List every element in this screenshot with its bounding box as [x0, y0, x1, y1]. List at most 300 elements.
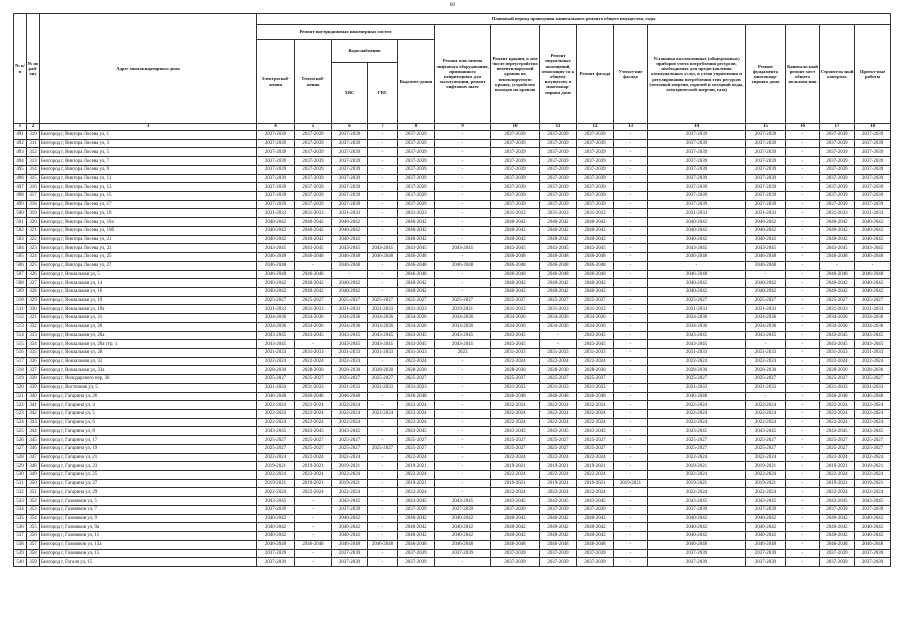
table-cell: - — [786, 157, 820, 166]
table-cell: 2037-2039 — [491, 192, 540, 201]
table-cell: - — [614, 462, 648, 471]
table-cell: 2037-2039 — [540, 165, 577, 174]
table-cell: 2046-2048 — [257, 392, 295, 401]
table-cell: 2031-2033 — [257, 348, 295, 357]
table-cell: 342 — [27, 410, 40, 419]
table-cell: 2037-2039 — [332, 200, 368, 209]
table-row — [14, 375, 891, 384]
table-cell: 2022-2024 — [332, 471, 368, 480]
table-cell: 2031-2033 — [257, 305, 295, 314]
table-cell: - — [614, 497, 648, 506]
table-cell: 2043-2045 — [746, 427, 786, 436]
table-cell: 2037-2039 — [648, 157, 746, 166]
table-cell: 2043-2045 — [257, 427, 295, 436]
table-cell: 2040-2042 — [491, 235, 540, 244]
table-cell: - — [786, 488, 820, 497]
table-cell: - — [435, 462, 491, 471]
table-cell: 2046-2048 — [332, 392, 368, 401]
table-cell: 496 — [14, 174, 27, 183]
table-cell: 2022-2024 — [820, 401, 855, 410]
table-row — [14, 488, 891, 497]
address-cell: Белгород г, Виктора Лосева ул, 19б — [40, 226, 257, 235]
table-cell: 2022-2024 — [855, 418, 891, 427]
address-cell: Белгород г, Вокзальная ул, 19 — [40, 296, 257, 305]
table-cell: 2046-2048 — [746, 253, 786, 262]
table-cell: - — [786, 174, 820, 183]
table-cell: 2046-2048 — [540, 261, 577, 270]
address-cell: Белгород г, Володарского пер, 30 — [40, 375, 257, 384]
table-cell: 2025-2027 — [257, 444, 295, 453]
table-cell: - — [786, 340, 820, 349]
table-cell: 357 — [27, 540, 40, 549]
table-cell: 2034-2036 — [648, 314, 746, 323]
table-cell: 2037-2039 — [577, 131, 614, 140]
address-cell: Белгород г, Газовиков ул, 9а — [40, 523, 257, 532]
table-cell: 2046-2048 — [540, 270, 577, 279]
table-cell: 2025-2027 — [820, 296, 855, 305]
table-cell: 2046-2048 — [257, 261, 295, 270]
table-cell: 2037-2039 — [540, 558, 577, 567]
table-cell: - — [435, 235, 491, 244]
table-cell: 2037-2039 — [820, 131, 855, 140]
table-cell: 2043-2045 — [491, 340, 540, 349]
table-cell: 2025-2027 — [648, 436, 746, 445]
table-cell: 2034-2036 — [855, 314, 891, 323]
table-cell: 2037-2039 — [820, 148, 855, 157]
table-cell: 531 — [14, 479, 27, 488]
header-district-num: № по рай-ону — [27, 14, 40, 124]
table-row — [14, 549, 891, 558]
table-cell: 327 — [27, 279, 40, 288]
table-cell: 2037-2039 — [398, 183, 435, 192]
table-cell: - — [368, 488, 398, 497]
table-cell: 2040-2042 — [820, 523, 855, 532]
address-cell: Белгород г, Газовиков ул, 5 — [40, 497, 257, 506]
table-cell: 2037-2039 — [332, 148, 368, 157]
table-cell: 2040-2042 — [332, 523, 368, 532]
table-row — [14, 183, 891, 192]
table-cell: 2023 — [435, 348, 491, 357]
table-cell: 2040-2042 — [332, 235, 368, 244]
table-cell: 2037-2039 — [855, 157, 891, 166]
table-row — [14, 174, 891, 183]
table-cell: - — [435, 209, 491, 218]
table-row — [14, 165, 891, 174]
table-cell: - — [435, 479, 491, 488]
table-cell: - — [786, 253, 820, 262]
table-cell: 2043-2045 — [295, 244, 332, 253]
table-row — [14, 131, 891, 140]
table-cell: 2031-2033 — [648, 383, 746, 392]
table-cell: 2031-2033 — [540, 383, 577, 392]
table-cell: 530 — [14, 471, 27, 480]
table-cell: 2040-2042 — [820, 279, 855, 288]
table-cell: 2031-2033 — [332, 209, 368, 218]
table-cell: 515 — [14, 340, 27, 349]
header-roof: Ремонт крыши, в том числе переустройство невентилируемой крыши на вентилируемую крышу, устройство выходов на кровлю — [491, 25, 540, 124]
table-cell: 2034-2036 — [820, 314, 855, 323]
table-cell: - — [614, 218, 648, 227]
table-cell: 2025-2027 — [540, 375, 577, 384]
table-cell: - — [295, 261, 332, 270]
table-cell: 2037-2039 — [746, 157, 786, 166]
table-cell: 495 — [14, 165, 27, 174]
table-cell: 2037-2039 — [577, 200, 614, 209]
column-number-row — [14, 124, 891, 131]
table-cell: 2037-2039 — [332, 131, 368, 140]
table-row — [14, 287, 891, 296]
table-cell: 2046-2048 — [368, 253, 398, 262]
table-cell: 2019-2021 — [398, 462, 435, 471]
table-cell: 2025-2027 — [855, 436, 891, 445]
table-cell: 2040-2042 — [295, 279, 332, 288]
table-cell: 2040-2042 — [332, 226, 368, 235]
table-cell: 322 — [27, 235, 40, 244]
table-cell: 2046-2048 — [746, 540, 786, 549]
table-cell: - — [435, 218, 491, 227]
table-cell: 2040-2042 — [855, 287, 891, 296]
table-cell: 2043-2045 — [398, 331, 435, 340]
table-cell: 2025-2027 — [332, 296, 368, 305]
table-cell: 2022-2024 — [746, 418, 786, 427]
table-cell: 2046-2048 — [491, 540, 540, 549]
table-cell: - — [368, 192, 398, 201]
table-cell: 2043-2045 — [855, 331, 891, 340]
table-cell: 2043-2045 — [257, 244, 295, 253]
table-cell: 2037-2039 — [435, 505, 491, 514]
table-row — [14, 410, 891, 419]
table-cell: 2040-2042 — [648, 279, 746, 288]
table-cell: - — [368, 471, 398, 480]
table-cell: 2046-2048 — [855, 253, 891, 262]
table-row — [14, 532, 891, 541]
table-cell: - — [786, 392, 820, 401]
table-cell: - — [614, 348, 648, 357]
table-cell: 497 — [14, 183, 27, 192]
table-cell: 2022-2024 — [820, 488, 855, 497]
table-cell: 2022-2024 — [332, 410, 368, 419]
address-cell: Белгород г, Гагарина ул, 21 — [40, 453, 257, 462]
table-cell: 2025-2027 — [398, 296, 435, 305]
table-cell: 2034-2036 — [332, 322, 368, 331]
table-cell: 2037-2039 — [257, 139, 295, 148]
table-cell: 2037-2039 — [491, 165, 540, 174]
table-cell: 2031-2033 — [398, 383, 435, 392]
header-facade-insulation: Утепле-ние фасада — [614, 25, 648, 124]
table-cell: - — [648, 261, 746, 270]
table-cell: - — [786, 453, 820, 462]
table-cell: 2022-2024 — [257, 471, 295, 480]
table-cell: - — [435, 366, 491, 375]
table-cell: - — [820, 261, 855, 270]
table-cell: 2046-2048 — [398, 261, 435, 270]
address-cell: Белгород г, Виктора Лосева ул, 3 — [40, 139, 257, 148]
table-cell: 2040-2042 — [855, 218, 891, 227]
table-cell: 2043-2045 — [368, 244, 398, 253]
table-row — [14, 366, 891, 375]
table-cell: 2022-2024 — [295, 488, 332, 497]
table-cell: - — [786, 218, 820, 227]
table-cell: 2037-2039 — [398, 505, 435, 514]
table-cell: 2037-2039 — [577, 139, 614, 148]
table-cell: 527 — [14, 444, 27, 453]
table-cell: 2037-2039 — [398, 549, 435, 558]
table-cell: - — [435, 436, 491, 445]
table-cell: 2046-2048 — [398, 270, 435, 279]
table-cell: 2031-2033 — [540, 305, 577, 314]
address-cell: Белгород г, Газовиков ул, 7 — [40, 505, 257, 514]
table-cell: 2037-2039 — [820, 174, 855, 183]
table-cell: 2043-2045 — [257, 340, 295, 349]
address-cell: Белгород г, Виктора Лосева ул, 11 — [40, 174, 257, 183]
table-cell: - — [368, 157, 398, 166]
table-cell: 2037-2039 — [540, 174, 577, 183]
table-cell: 2037-2039 — [820, 157, 855, 166]
column-number: 1 — [14, 124, 27, 131]
table-cell: - — [614, 444, 648, 453]
table-cell: 2031-2033 — [540, 209, 577, 218]
table-cell: 532 — [14, 488, 27, 497]
table-cell: 334 — [27, 340, 40, 349]
table-cell: 2043-2045 — [295, 427, 332, 436]
table-cell: 2040-2042 — [257, 226, 295, 235]
table-cell: - — [614, 226, 648, 235]
table-cell: - — [295, 497, 332, 506]
table-cell: 2028-2030 — [746, 366, 786, 375]
table-cell: 2034-2036 — [257, 314, 295, 323]
table-cell: 503 — [14, 235, 27, 244]
table-cell: 2031-2033 — [648, 348, 746, 357]
table-cell: 2037-2039 — [295, 174, 332, 183]
table-cell: 2022-2024 — [491, 471, 540, 480]
table-cell: 2031-2033 — [332, 383, 368, 392]
table-row — [14, 270, 891, 279]
table-row — [14, 218, 891, 227]
table-cell: - — [614, 340, 648, 349]
table-cell: 2031-2033 — [257, 209, 295, 218]
table-cell: - — [786, 401, 820, 410]
table-cell: 2022-2024 — [491, 410, 540, 419]
table-row — [14, 322, 891, 331]
table-cell: 2019-2021 — [295, 479, 332, 488]
table-cell: 2022-2024 — [746, 357, 786, 366]
table-cell: 311 — [27, 139, 40, 148]
table-cell: 2019-2021 — [398, 479, 435, 488]
table-cell: 2040-2042 — [257, 514, 295, 523]
table-cell: 505 — [14, 253, 27, 262]
column-number: 6 — [332, 124, 368, 131]
table-cell: - — [368, 357, 398, 366]
table-cell: 2034-2036 — [648, 322, 746, 331]
table-cell: 2040-2042 — [332, 287, 368, 296]
table-cell: 2040-2042 — [746, 523, 786, 532]
table-cell: 501 — [14, 218, 27, 227]
table-cell: 2040-2042 — [257, 287, 295, 296]
table-cell: 2022-2024 — [577, 401, 614, 410]
table-cell: 2037-2039 — [332, 157, 368, 166]
table-cell: 2022-2024 — [398, 401, 435, 410]
table-cell: 493 — [14, 148, 27, 157]
table-cell: - — [786, 375, 820, 384]
table-cell: 2022-2024 — [577, 471, 614, 480]
table-cell: 316 — [27, 183, 40, 192]
table-cell: 2037-2039 — [491, 131, 540, 140]
table-cell: 2025-2027 — [855, 296, 891, 305]
table-cell: - — [435, 383, 491, 392]
table-cell: 2022-2024 — [577, 488, 614, 497]
table-cell: 2019-2021 — [332, 479, 368, 488]
header-address: Адрес многоквартирного дома — [40, 14, 257, 124]
table-cell: - — [786, 479, 820, 488]
table-cell: 2025-2027 — [435, 296, 491, 305]
table-cell: 2040-2042 — [746, 279, 786, 288]
table-cell: 2040-2042 — [257, 235, 295, 244]
table-cell: 2037-2039 — [746, 174, 786, 183]
table-cell: 2040-2042 — [746, 532, 786, 541]
table-cell: 2034-2036 — [368, 314, 398, 323]
address-cell: Белгород г, Виктора Лосева ул, 7 — [40, 157, 257, 166]
table-cell: 345 — [27, 436, 40, 445]
table-cell: 516 — [14, 348, 27, 357]
table-cell: - — [368, 514, 398, 523]
table-cell: 2046-2048 — [820, 540, 855, 549]
table-cell: - — [786, 279, 820, 288]
address-cell: Белгород г, Виктора Лосева ул, 19а — [40, 218, 257, 227]
table-cell: 2022-2024 — [540, 418, 577, 427]
table-cell: - — [614, 383, 648, 392]
table-cell: - — [786, 383, 820, 392]
table-cell: 2043-2045 — [746, 497, 786, 506]
table-cell: 349 — [27, 471, 40, 480]
table-cell: 2046-2048 — [295, 540, 332, 549]
table-cell: 2046-2048 — [257, 540, 295, 549]
column-number: 13 — [614, 124, 648, 131]
table-cell: - — [614, 453, 648, 462]
table-cell: 2031-2033 — [295, 209, 332, 218]
table-cell: - — [368, 436, 398, 445]
table-cell: 2025-2027 — [398, 375, 435, 384]
table-cell: 492 — [14, 139, 27, 148]
table-cell: 2040-2042 — [435, 523, 491, 532]
table-cell: 2043-2045 — [746, 244, 786, 253]
table-cell: 2025-2027 — [491, 296, 540, 305]
table-cell: 2046-2048 — [398, 392, 435, 401]
table-cell: 358 — [27, 549, 40, 558]
repair-schedule-table — [13, 13, 891, 567]
table-cell: 2040-2042 — [820, 235, 855, 244]
table-cell: 2037-2039 — [577, 558, 614, 567]
address-cell: Белгород г, Вокзальная ул, 26 — [40, 322, 257, 331]
table-cell: - — [435, 392, 491, 401]
table-cell: 336 — [27, 357, 40, 366]
table-cell: - — [614, 131, 648, 140]
table-cell: 2043-2045 — [398, 497, 435, 506]
table-cell: 2046-2048 — [332, 253, 368, 262]
table-cell: 2037-2039 — [820, 183, 855, 192]
table-cell: 2022-2024 — [398, 357, 435, 366]
table-cell: 2037-2039 — [540, 183, 577, 192]
table-cell: - — [368, 148, 398, 157]
table-cell: 2046-2048 — [855, 540, 891, 549]
table-cell: 2037-2039 — [491, 505, 540, 514]
table-cell: 2022-2024 — [577, 453, 614, 462]
table-cell: 2019-2021 — [540, 462, 577, 471]
table-cell: 2022-2024 — [398, 488, 435, 497]
table-cell: - — [435, 270, 491, 279]
table-cell: 2025-2027 — [746, 296, 786, 305]
table-cell: - — [368, 392, 398, 401]
table-cell: - — [368, 418, 398, 427]
table-cell: 2022-2024 — [540, 488, 577, 497]
table-cell: 2031-2033 — [368, 348, 398, 357]
table-cell: - — [786, 366, 820, 375]
table-cell: 2037-2039 — [491, 174, 540, 183]
address-cell: Белгород г, Виктора Лосева ул, 19 — [40, 209, 257, 218]
table-cell: 2025-2027 — [295, 375, 332, 384]
table-cell: 2043-2045 — [648, 497, 746, 506]
table-cell: - — [786, 410, 820, 419]
table-cell: 2025-2027 — [648, 444, 746, 453]
table-cell: 2031-2033 — [855, 348, 891, 357]
table-row — [14, 523, 891, 532]
table-cell: 2037-2039 — [577, 157, 614, 166]
table-cell: 315 — [27, 174, 40, 183]
column-number: 18 — [855, 124, 891, 131]
table-cell: 2034-2036 — [540, 322, 577, 331]
table-cell: 2022-2024 — [257, 357, 295, 366]
table-cell: 2037-2039 — [648, 558, 746, 567]
table-cell: 2037-2039 — [820, 165, 855, 174]
table-cell: - — [786, 444, 820, 453]
address-cell: Белгород г, Гагарина ул, 6 — [40, 418, 257, 427]
address-cell: Белгород г, Виктора Лосева ул, 1 — [40, 131, 257, 140]
address-cell: Белгород г, Гагарина ул, 25 — [40, 471, 257, 480]
column-number: 15 — [746, 124, 786, 131]
table-cell: 2037-2039 — [540, 192, 577, 201]
table-cell: 2028-2030 — [648, 366, 746, 375]
table-cell: 2022-2024 — [295, 357, 332, 366]
table-cell: 2022-2024 — [577, 418, 614, 427]
table-cell: 2037-2039 — [855, 148, 891, 157]
table-cell: 2043-2045 — [435, 340, 491, 349]
table-cell: 2028-2030 — [257, 366, 295, 375]
table-cell: 2022-2024 — [332, 488, 368, 497]
table-cell: - — [786, 471, 820, 480]
table-cell: - — [368, 505, 398, 514]
table-cell: 2019-2021 — [746, 462, 786, 471]
table-cell: 504 — [14, 244, 27, 253]
table-cell: 2031-2033 — [491, 209, 540, 218]
table-cell: 2037-2039 — [746, 148, 786, 157]
header-water: Водоснабжения — [332, 40, 398, 63]
table-body — [14, 131, 891, 567]
table-cell: 2037-2039 — [540, 148, 577, 157]
table-cell: 2043-2045 — [820, 497, 855, 506]
table-cell: 2037-2039 — [332, 183, 368, 192]
table-cell: - — [614, 322, 648, 331]
table-cell: 2031-2033 — [491, 348, 540, 357]
table-cell: - — [786, 235, 820, 244]
table-cell: 2046-2048 — [257, 270, 295, 279]
table-cell: 2040-2042 — [257, 279, 295, 288]
table-cell: 310 — [27, 131, 40, 140]
table-cell: 2043-2045 — [540, 244, 577, 253]
table-cell: 2028-2030 — [295, 366, 332, 375]
table-cell: 2043-2045 — [577, 331, 614, 340]
address-cell: Белгород г, Газовиков ул, 9 — [40, 514, 257, 523]
table-cell: 319 — [27, 209, 40, 218]
table-cell: 2031-2033 — [491, 305, 540, 314]
